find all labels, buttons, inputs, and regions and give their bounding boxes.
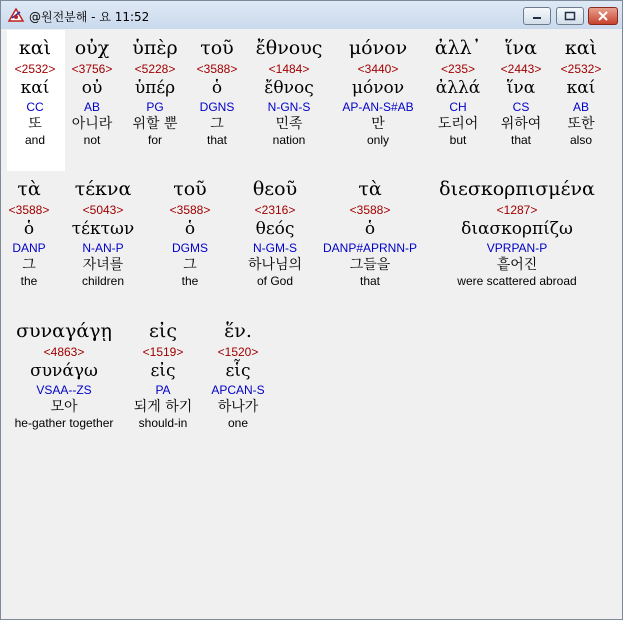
english-gloss: nation — [272, 133, 306, 147]
english-gloss: the — [181, 274, 199, 288]
korean-gloss: 자녀를 — [82, 257, 124, 273]
korean-gloss: 위하여 — [500, 116, 542, 132]
greek-word: τοῦ — [200, 37, 234, 59]
strong-number: <3588> — [349, 203, 391, 217]
english-gloss: for — [147, 133, 162, 147]
english-gloss: also — [569, 133, 592, 147]
korean-gloss: 만 — [371, 116, 385, 132]
strong-number: <2316> — [254, 203, 296, 217]
strong-number: <235> — [440, 62, 476, 76]
greek-word: θεοῦ — [252, 178, 298, 200]
lemma: ἵνα — [506, 78, 536, 98]
interlinear-word[interactable] — [431, 176, 603, 289]
interlinear-word[interactable] — [314, 176, 426, 289]
korean-gloss: 위할 뿐 — [132, 116, 178, 132]
parsing-code: PA — [155, 383, 171, 397]
english-gloss: one — [227, 416, 249, 430]
interlinear-word[interactable] — [329, 35, 427, 148]
parsing-code: CH — [449, 100, 467, 114]
english-gloss: and — [24, 133, 46, 147]
app-logo-icon — [7, 6, 25, 24]
english-gloss: that — [359, 274, 380, 288]
korean-gloss: 또 — [28, 116, 42, 132]
strong-number: <3588> — [169, 203, 211, 217]
greek-word: καὶ — [18, 37, 52, 59]
window-title: @원전분해 - 요 11:52 — [29, 10, 150, 24]
strong-number: <2532> — [14, 62, 56, 76]
strong-number: <3588> — [8, 203, 50, 217]
interlinear-word[interactable] — [133, 318, 193, 431]
lemma: ὁ — [184, 219, 196, 239]
greek-word: τοῦ — [173, 178, 207, 200]
korean-gloss: 되게 하기 — [133, 399, 193, 415]
greek-word: οὐχ — [74, 37, 110, 59]
interlinear-word[interactable] — [188, 35, 246, 148]
lemma: ὁ — [23, 219, 35, 239]
lemma: οὐ — [81, 78, 103, 98]
interlinear-word[interactable] — [59, 176, 147, 289]
strong-number: <1519> — [142, 345, 184, 359]
lemma: διασκορπίζω — [461, 219, 573, 239]
lemma: συνάγω — [30, 361, 98, 381]
korean-gloss: 모아 — [50, 399, 78, 415]
english-gloss: but — [449, 133, 467, 147]
lemma: καί — [566, 78, 596, 98]
interlinear-word[interactable] — [59, 35, 125, 148]
close-icon — [589, 8, 617, 24]
greek-word: διεσκορπισμένα — [439, 178, 595, 200]
interlinear-view[interactable] — [7, 30, 615, 615]
korean-gloss: 민족 — [275, 116, 303, 132]
greek-word: ἵνα — [505, 37, 537, 59]
interlinear-word[interactable] — [236, 176, 314, 289]
parsing-code: CS — [512, 100, 530, 114]
lemma: ὁ — [364, 219, 376, 239]
parsing-code: APCAN-S — [211, 383, 265, 397]
korean-gloss: 그 — [22, 257, 36, 273]
interlinear-word[interactable] — [551, 35, 611, 148]
parsing-code: AB — [572, 100, 589, 114]
english-gloss: not — [83, 133, 101, 147]
korean-gloss: 흩어진 — [496, 257, 538, 273]
korean-gloss: 하나가 — [217, 399, 259, 415]
interlinear-word[interactable] — [492, 35, 550, 148]
lemma: εἰς — [150, 361, 176, 381]
lemma: ὑπέρ — [134, 78, 176, 98]
title-bar[interactable] — [1, 1, 622, 29]
strong-number: <1520> — [217, 345, 259, 359]
english-gloss: should-in — [138, 416, 188, 430]
parsing-code: PG — [146, 100, 164, 114]
parsing-code: DANP#APRNN-P — [322, 241, 418, 255]
interlinear-word[interactable] — [7, 318, 121, 431]
english-gloss: that — [206, 133, 227, 147]
strong-number: <3756> — [71, 62, 113, 76]
minimize-button[interactable] — [523, 7, 551, 25]
parsing-code: VPRPAN-P — [486, 241, 548, 255]
parsing-code: N-GM-S — [253, 241, 297, 255]
greek-word: ἀλλ᾽ — [434, 37, 482, 59]
parsing-code: AB — [83, 100, 100, 114]
greek-word: ἔθνους — [255, 37, 323, 59]
interlinear-word[interactable] — [428, 35, 488, 148]
interlinear-word[interactable] — [160, 176, 220, 289]
korean-gloss: 그 — [210, 116, 224, 132]
greek-word: ἕν. — [224, 320, 252, 342]
maximize-icon — [557, 8, 583, 24]
korean-gloss: 도리어 — [437, 116, 479, 132]
strong-number: <1484> — [268, 62, 310, 76]
maximize-button[interactable] — [556, 7, 584, 25]
strong-number: <2532> — [560, 62, 602, 76]
strong-number: <2443> — [500, 62, 542, 76]
greek-word: εἰς — [149, 320, 177, 342]
korean-gloss: 아니라 — [71, 116, 113, 132]
parsing-code: AP-AN-S#AB — [342, 100, 414, 114]
parsing-code: DGMS — [172, 241, 208, 255]
interlinear-word[interactable] — [121, 35, 189, 148]
greek-word: τέκνα — [74, 178, 132, 200]
english-gloss: children — [81, 274, 125, 288]
interlinear-word[interactable] — [205, 318, 271, 431]
greek-word: τὰ — [358, 178, 382, 200]
korean-gloss: 하나님의 — [247, 257, 303, 273]
lemma: θεός — [255, 219, 295, 239]
english-gloss: of God — [256, 274, 294, 288]
parsing-code: DGNS — [199, 100, 235, 114]
interlinear-word[interactable] — [243, 35, 335, 148]
lemma: ἀλλά — [435, 78, 481, 98]
strong-number: <3588> — [196, 62, 238, 76]
parsing-code: VSAA--ZS — [36, 383, 92, 397]
english-gloss: the — [20, 274, 38, 288]
strong-number: <4863> — [43, 345, 85, 359]
greek-word: καὶ — [564, 37, 598, 59]
parsing-code: CC — [26, 100, 44, 114]
strong-number: <3440> — [357, 62, 399, 76]
english-gloss: only — [366, 133, 389, 147]
lemma: μόνον — [351, 78, 405, 98]
english-gloss: were scattered abroad — [457, 274, 577, 288]
interlinear-word[interactable] — [7, 35, 63, 148]
interlinear-word[interactable] — [7, 176, 51, 289]
korean-gloss: 또한 — [567, 116, 595, 132]
parsing-code: DANP — [12, 241, 46, 255]
lemma: ἔθνος — [264, 78, 314, 98]
english-gloss: he-gather together — [14, 416, 114, 430]
parsing-code: N-AN-P — [82, 241, 124, 255]
greek-word: τὰ — [17, 178, 41, 200]
greek-word: συναγάγῃ — [16, 320, 112, 342]
korean-gloss: 그들을 — [349, 257, 391, 273]
parsing-code: N-GN-S — [267, 100, 311, 114]
strong-number: <1287> — [496, 203, 538, 217]
lemma: εἷς — [225, 361, 251, 381]
minimize-icon — [524, 8, 550, 24]
greek-word: μόνον — [348, 37, 408, 59]
close-button[interactable] — [588, 7, 618, 25]
english-gloss: that — [510, 133, 531, 147]
strong-number: <5043> — [82, 203, 124, 217]
lemma: καί — [20, 78, 50, 98]
lemma: τέκτων — [71, 219, 135, 239]
strong-number: <5228> — [134, 62, 176, 76]
greek-word: ὑπὲρ — [132, 37, 178, 59]
korean-gloss: 그 — [183, 257, 197, 273]
lemma: ὁ — [211, 78, 223, 98]
